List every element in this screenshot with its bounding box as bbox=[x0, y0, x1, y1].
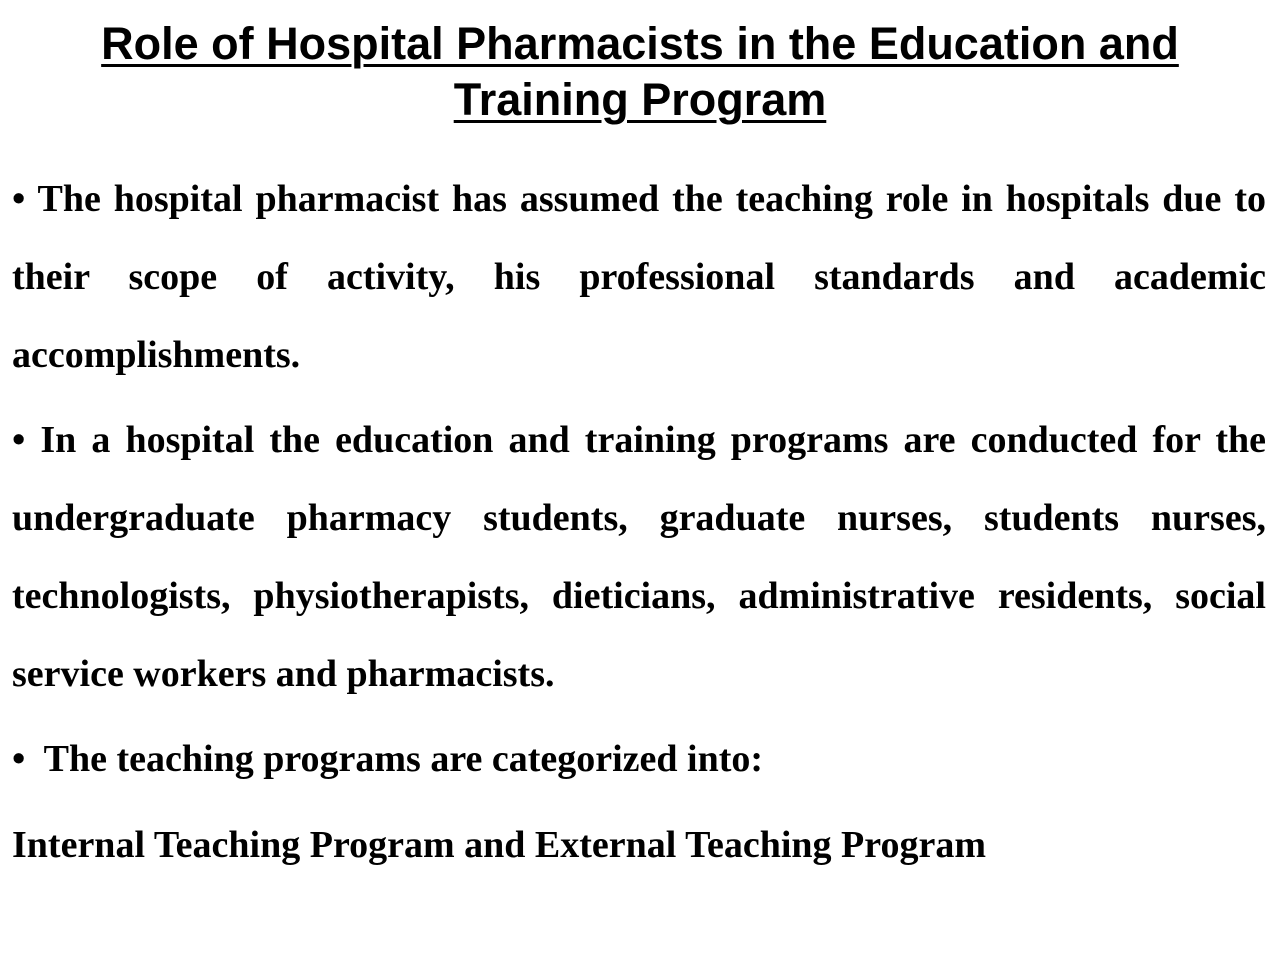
bullet-item bbox=[12, 401, 1266, 713]
bullet-text: The hospital pharmacist has assumed the teaching role in hospitals due to their scope of activity, his professional standards and academic accomplishments. bbox=[12, 178, 1266, 376]
bullet-item bbox=[12, 720, 1266, 798]
bullet-text: The teaching programs are categorized into: bbox=[43, 738, 764, 780]
bullet-marker: • bbox=[12, 419, 26, 461]
bullet-text: In a hospital the education and training programs are conducted for the undergraduate pharmacy students, graduate nurses, students nurses, technologists, physiotherapists, dieticians, administrative residents, social service workers and pharmacists. bbox=[12, 419, 1266, 695]
bullet-item bbox=[12, 160, 1266, 394]
bullet-marker: • bbox=[12, 738, 26, 780]
bullet-marker: • bbox=[12, 178, 26, 220]
closing-line: Internal Teaching Program and External Teaching Program bbox=[12, 824, 986, 866]
slide-title: Role of Hospital Pharmacists in the Education and Training Program bbox=[101, 18, 1179, 125]
